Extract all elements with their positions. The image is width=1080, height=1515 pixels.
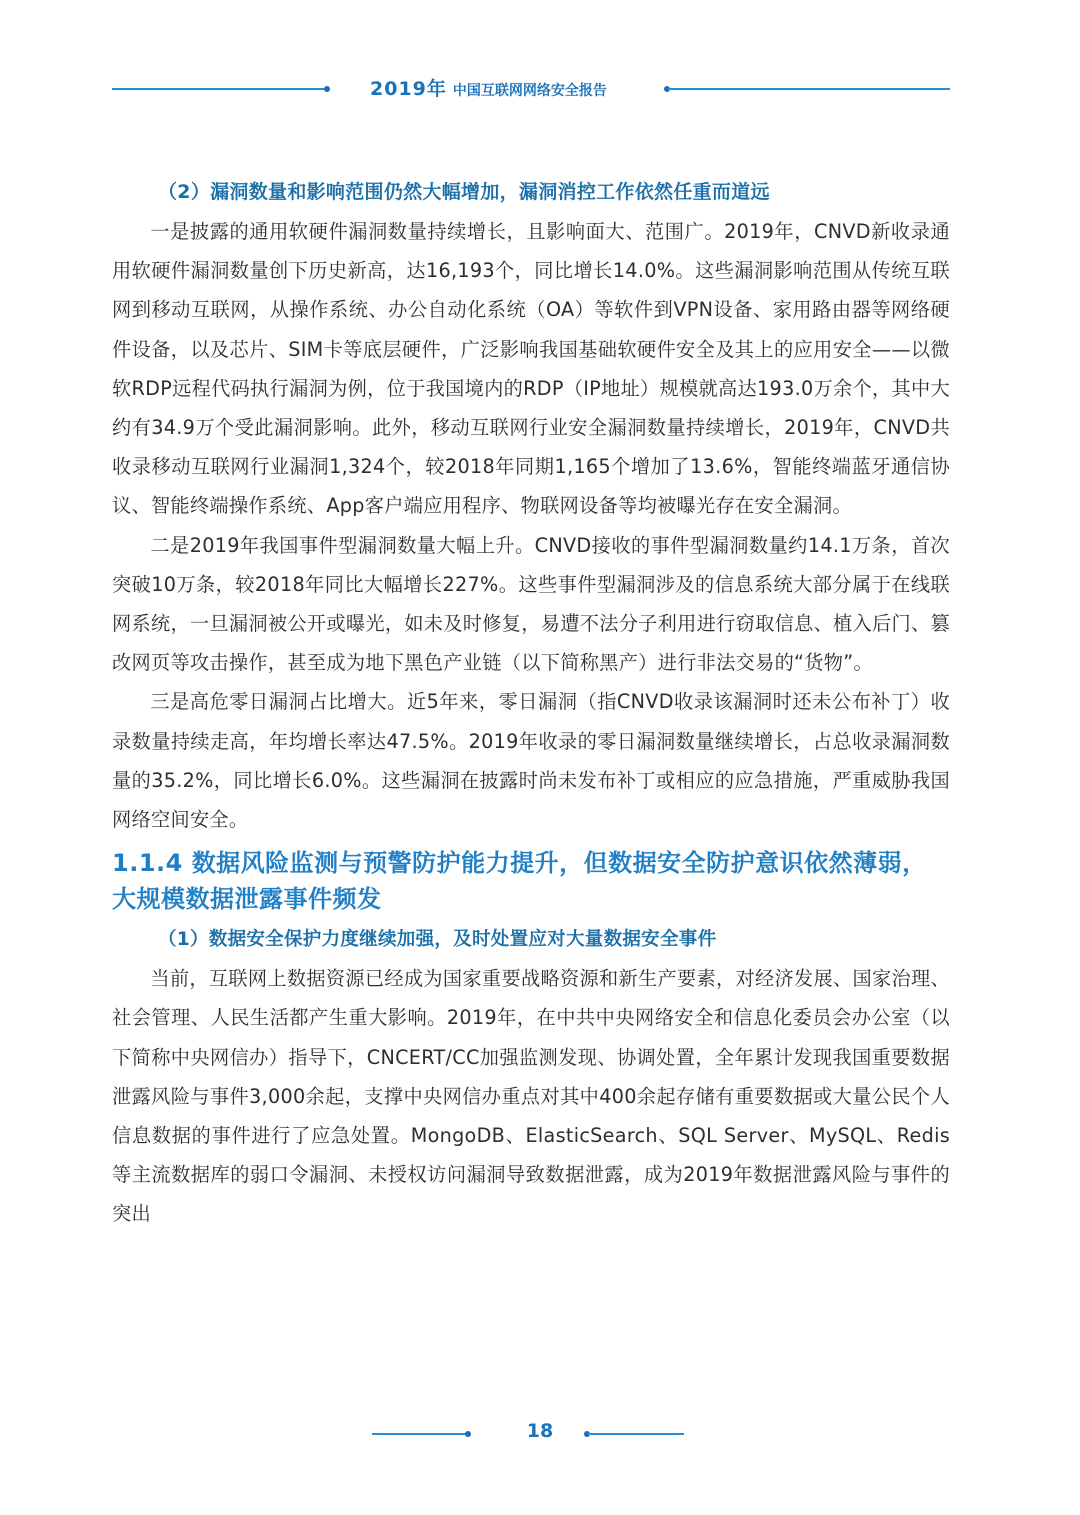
paragraph-zero-day: 三是高危零日漏洞占比增大。近5年来，零日漏洞（指CNVD收录该漏洞时还未公布补丁）收录数量持续走高，年均增长率达47.5%。2019年收录的零日漏洞数量继续增长，占总收录漏洞数量的35.2%，同比增长6.0%。这些漏洞在披露时尚未发布补丁或相应的应急措施，严重威胁我国网络空间安全。 (112, 690, 950, 832)
header-report-title: 中国互联网网络安全报告 (452, 83, 607, 99)
page-header (0, 74, 1080, 104)
header-dot-left (324, 86, 330, 92)
paragraph-event-vulns: 二是2019年我国事件型漏洞数量大幅上升。CNVD接收的事件型漏洞数量约14.1万条，首次突破10万条，较2018年同比大幅增长227%。这些事件型漏洞涉及的信息系统大部分属于在线联网系统，一旦漏洞被公开或曝光，如未及时修复，易遭不法分子利用进行窃取信息、植入后门、篡改网页等攻击操作，甚至成为地下黑色产业链（以下简称黑产）进行非法交易的“货物”。 (112, 533, 950, 675)
subsection-heading-1: （1）数据安全保护力度继续加强，及时处置应对大量数据安全事件 (158, 929, 717, 951)
page-content (112, 172, 950, 1234)
section-heading-1-1-4: 1.1.4 数据风险监测与预警防护能力提升，但数据安全防护意识依然薄弱，大规模数据泄露事件频发 (112, 849, 927, 914)
subsection-heading-2: （2）漏洞数量和影响范围仍然大幅增加，漏洞消控工作依然任重而道远 (158, 181, 770, 203)
page-footer (0, 1420, 1080, 1444)
page-number: 18 (526, 1420, 554, 1442)
footer-divider-left (372, 1433, 468, 1435)
header-divider-left (112, 88, 327, 90)
paragraph-vuln-growth: 一是披露的通用软硬件漏洞数量持续增长，且影响面大、范围广。2019年，CNVD新收录通用软硬件漏洞数量创下历史新高，达16,193个，同比增长14.0%。这些漏洞影响范围从传统互联网到移动互联网，从操作系统、办公自动化系统（OA）等软件到VPN设备、家用路由器等网络硬件设备，以及芯片、SIM卡等底层硬件，广泛影响我国基础软硬件安全及其上的应用安全——以微软RDP远程代码执行漏洞为例，位于我国境内的RDP（IP地址）规模就高达193.0万余个，其中大约有34.9万个受此漏洞影响。此外，移动互联网行业安全漏洞数量持续增长，2019年，CNVD共收录移动互联网行业漏洞1,324个，较2018年同期1,165个增加了13.6%，智能终端蓝牙通信协议、智能终端操作系统、App客户端应用程序、物联网设备等均被曝光存在安全漏洞。 (112, 220, 950, 518)
header-title (370, 74, 660, 101)
footer-dot-left (465, 1431, 471, 1437)
footer-divider-right (588, 1433, 684, 1435)
header-divider-right (668, 88, 950, 90)
paragraph-data-security: 当前，互联网上数据资源已经成为国家重要战略资源和新生产要素，对经济发展、国家治理、社会管理、人民生活都产生重大影响。2019年，在中共中央网络安全和信息化委员会办公室（以下简称中央网信办）指导下，CNCERT/CC加强监测发现、协调处置，全年累计发现我国重要数据泄露风险与事件3,000余起，支撑中央网信办重点对其中400余起存储有重要数据或大量公民个人信息数据的事件进行了应急处置。MongoDB、ElasticSearch、SQL Server、MySQL、Redis等主流数据库的弱口令漏洞、未授权访问漏洞导致数据泄露，成为2019年数据泄露风险与事件的突出 (112, 967, 950, 1226)
header-year: 2019年 (370, 78, 447, 100)
